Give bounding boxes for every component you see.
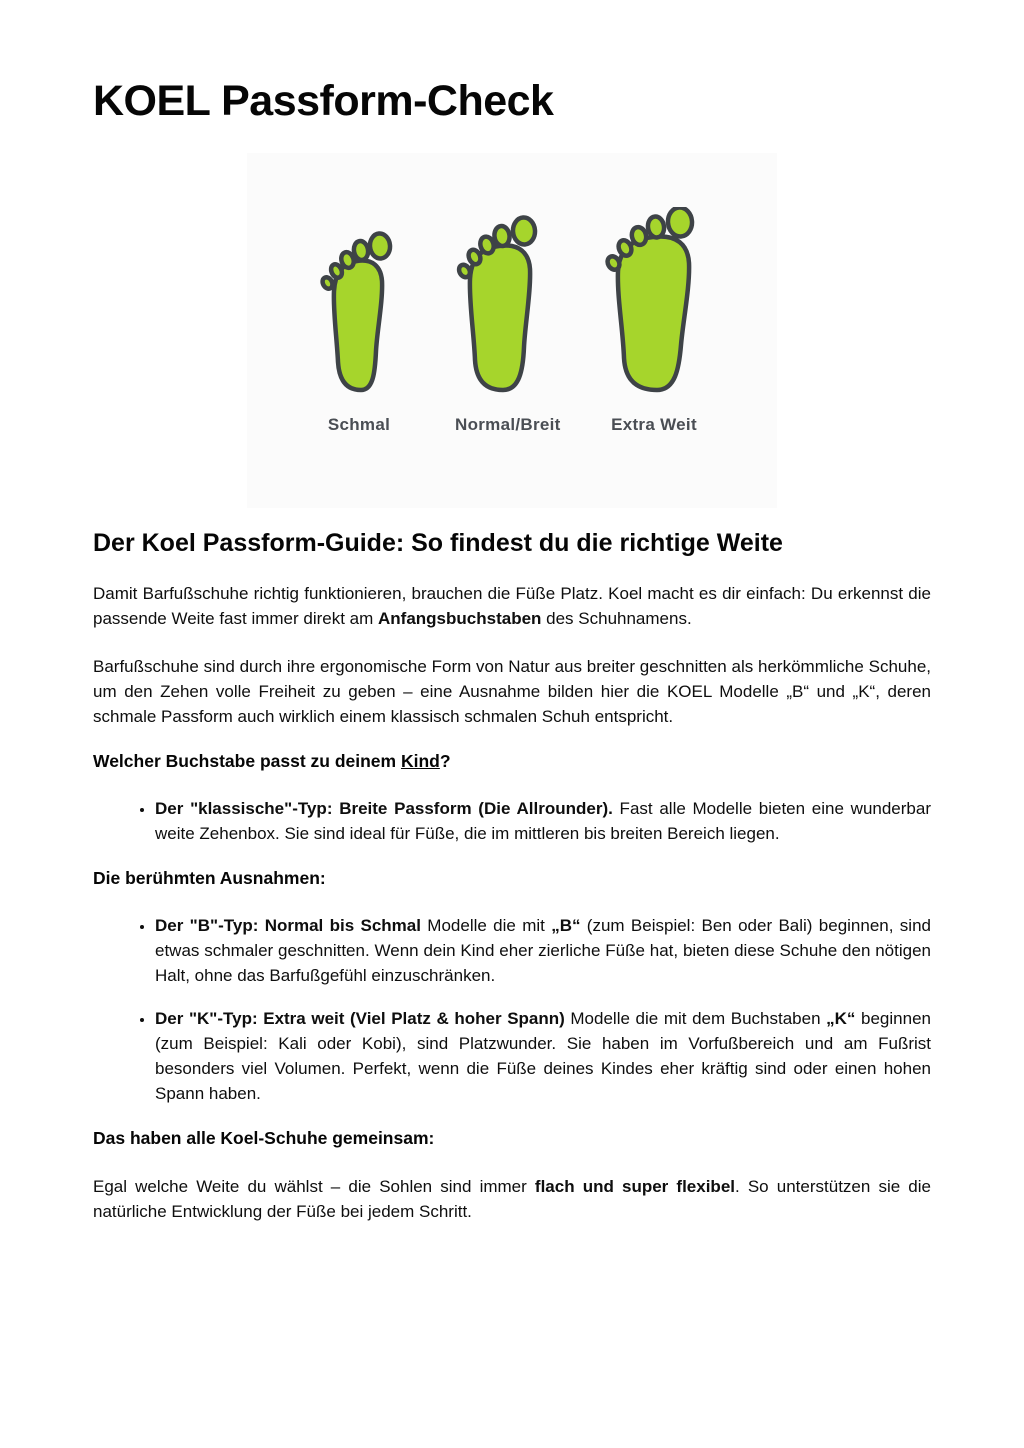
classic-type-list <box>93 796 931 846</box>
intro-paragraph-1 <box>93 581 931 631</box>
b-type-bold: Der "B"-Typ: Normal bis Schmal <box>155 916 421 935</box>
intro1-text-end: des Schuhnamens. <box>541 609 692 628</box>
k-type-item <box>155 1006 931 1106</box>
exceptions-heading: Die berühmten Ausnahmen: <box>93 868 326 888</box>
exceptions-list <box>93 913 931 1106</box>
footprint-labels-row <box>247 415 777 435</box>
intro1-text: Damit Barfußschuhe richtig funktionieren, brauchen die Füße Platz. Koel macht es dir einfach: Du erkennst die passende Weite fast immer direkt am <box>93 584 931 628</box>
page-title: KOEL Passform-Check <box>93 77 554 125</box>
classic-type-text: Fast alle Modelle bieten eine wunderbar weite Zehenbox. Sie sind ideal für Füße, die im mittleren bis breiten Bereich liegen. <box>155 799 931 843</box>
common-heading: Das haben alle Koel-Schuhe gemeinsam: <box>93 1128 435 1148</box>
outro-bold: flach und super flexibel <box>534 1177 735 1196</box>
question-mark: ? <box>439 751 451 771</box>
footprint-extra-weit <box>603 207 705 393</box>
label-schmal: Schmal <box>327 415 391 434</box>
foot-width-diagram <box>247 153 777 508</box>
k-type-text: beginnen (zum Beispiel: Kali oder Kobi), sind Platzwunder. Sie haben im Vorfußbereich und am Fußrist besonders viel Volumen. Perfekt, wenn die Füße deines Kindes eher kräftig sind oder einen hohen Spann haben. <box>155 1009 931 1103</box>
classic-type-item <box>155 796 931 846</box>
label-extra-weit: Extra Weit <box>611 415 697 434</box>
footprint-extra-weit-icon <box>603 207 705 393</box>
intro-paragraph-2: Barfußschuhe sind durch ihre ergonomische Form von Natur aus breiter geschnitten als herkömmliche Schuhe, um den Zehen volle Freiheit zu geben – eine Ausnahme bilden hier die KOEL Modelle „B“ und „K“, deren schmale Passform auch wirklich einem klassisch schmalen Schuh entspricht. <box>93 657 931 726</box>
guide-heading: Der Koel Passform-Guide: So findest du die richtige Weite <box>93 529 783 557</box>
k-type-letter: „K“ <box>826 1009 856 1028</box>
b-type-text: (zum Beispiel: Ben oder Bali) beginnen, sind etwas schmaler geschnitten. Wenn dein Kind eher zierliche Füße hat, bieten diese Schuhe den nötigen Halt, ohne das Barfußgefühl einzuschränken. <box>155 916 931 985</box>
footprint-normal-breit-icon <box>455 215 547 393</box>
question-heading <box>93 749 931 774</box>
outro-paragraph <box>93 1174 931 1224</box>
k-type-mid: Modelle die mit dem Buchstaben <box>564 1009 827 1028</box>
footprints-row <box>247 153 777 393</box>
b-type-item <box>155 913 931 988</box>
intro1-bold: Anfangsbuchstaben <box>378 609 542 628</box>
outro-text: Egal welche Weite du wählst – die Sohlen sind immer <box>93 1177 535 1196</box>
footprint-normal-breit <box>455 215 547 393</box>
classic-type-bold: Der "klassische"-Typ: Breite Passform (Die Allrounder). <box>155 799 613 818</box>
question-text: Welcher Buchstabe passt zu deinem <box>93 751 401 771</box>
k-type-bold: Der "K"-Typ: Extra weit (Viel Platz & hoher Spann) <box>155 1009 565 1028</box>
b-type-letter: „B“ <box>551 916 581 935</box>
label-normal-breit: Normal/Breit <box>455 415 561 434</box>
footprint-schmal <box>319 231 399 393</box>
question-underlined: Kind <box>400 751 440 771</box>
b-type-mid: Modelle die mit <box>420 916 552 935</box>
outro-text-end: . So unterstützen sie die natürliche Entwicklung der Füße bei jedem Schritt. <box>93 1177 931 1221</box>
footprint-schmal-icon <box>319 231 399 393</box>
